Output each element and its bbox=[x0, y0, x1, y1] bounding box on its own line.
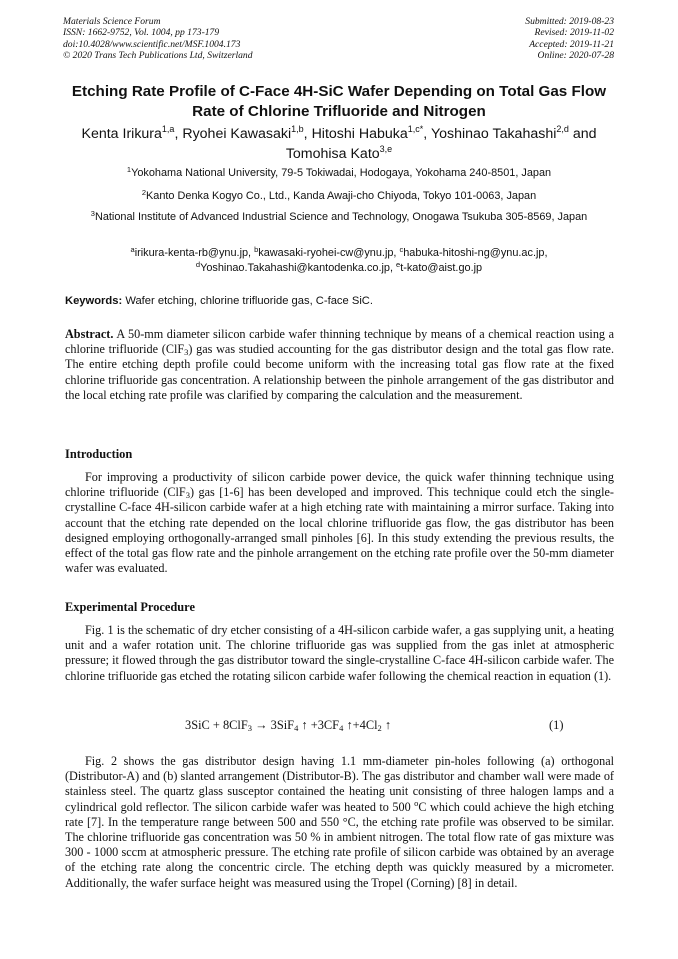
abstract-label: Abstract. bbox=[65, 327, 114, 341]
affiliation-text: National Institute of Advanced Industrial Science and Technology, Onogawa Tsukuba 305-8569, Japan bbox=[94, 211, 588, 223]
submission-dates bbox=[525, 16, 614, 62]
introduction-body bbox=[65, 470, 614, 576]
equation-product: +3CF bbox=[310, 718, 340, 732]
abstract bbox=[65, 327, 614, 403]
author-separator: , bbox=[174, 126, 183, 142]
degree-mark: o bbox=[414, 797, 419, 808]
introduction-subscript: 3 bbox=[185, 490, 190, 501]
equation-subscript: 2 bbox=[377, 723, 382, 733]
abstract-text: ) gas was studied accounting for the gas distributor design and the total gas flow rate. The entire etching depth profile could become uniform with the increasing total gas flow rate at the fixed chlorine trifluoride gas concentration. A relationship between the pinhole arrangement of the gas distributor and the local etching rate profile was clarified by comparing the calculation and the measurement. bbox=[65, 342, 614, 402]
experimental-paragraph-2 bbox=[65, 754, 614, 891]
author-name: and Tomohisa Kato bbox=[285, 126, 597, 162]
author-affiliation-mark: 1,c* bbox=[407, 124, 424, 134]
affiliation-number: 2 bbox=[141, 188, 147, 197]
email-address[interactable]: t-kato@aist.go.jp bbox=[400, 262, 483, 274]
equation-reactants: 3SiC + 8ClF bbox=[185, 718, 248, 732]
author-affiliation-mark: 2,d bbox=[556, 124, 569, 134]
experimental-heading: Experimental Procedure bbox=[65, 600, 195, 614]
experimental-text: Fig. 1 is the schematic of dry etcher consisting of a 4H-silicon carbide wafer, a gas supplying unit, a heating unit and a wafer rotation unit. The chlorine trifluoride gas was supplied from the gas inlet at atmospheric pressure; it flowed through the gas distributor toward the single-crystalline C-face 4H-silicon carbide wafer. The chlorine trifluoride gas etched the rotating silicon carbide wafer following the chemical reaction in equation (1). bbox=[65, 623, 614, 683]
email-mark: b bbox=[254, 245, 259, 254]
author-affiliation-mark: 1,b bbox=[291, 124, 304, 134]
author-separator: , bbox=[303, 126, 312, 142]
experimental-paragraph-1 bbox=[65, 623, 614, 684]
equation-subscript: 4 bbox=[339, 723, 344, 733]
author-affiliation-mark: 3,e bbox=[379, 144, 393, 154]
email-address[interactable]: habuka-hitoshi-ng@ynu.ac.jp, bbox=[403, 247, 548, 259]
author-affiliation-mark: 1,a bbox=[161, 124, 175, 134]
accepted-date: Accepted: 2019-11-21 bbox=[529, 38, 614, 50]
email-address[interactable]: irikura-kenta-rb@ynu.jp, bbox=[134, 247, 255, 259]
author-name: Yoshinao Takahashi bbox=[430, 126, 557, 142]
author-list bbox=[55, 124, 623, 164]
gas-up-arrow-icon: ↑ bbox=[384, 718, 392, 732]
email-mark: c bbox=[399, 245, 404, 254]
author-emails bbox=[58, 246, 620, 276]
online-date: Online: 2020-07-28 bbox=[537, 50, 614, 62]
equation-number: (1) bbox=[549, 718, 564, 732]
equation-subscript: 4 bbox=[294, 723, 299, 733]
email-address[interactable]: kawasaki-ryohei-cw@ynu.jp, bbox=[258, 247, 400, 259]
affiliation-text: Yokohama National University, 79-5 Tokiwadai, Hodogaya, Yokohama 240-8501, Japan bbox=[131, 167, 552, 179]
journal-info bbox=[63, 16, 253, 62]
email-mark: d bbox=[195, 260, 201, 269]
reaction-arrow-icon: → bbox=[255, 718, 268, 732]
chemical-equation bbox=[185, 718, 391, 733]
author-name: Kenta Irikura bbox=[81, 126, 162, 142]
equation-product: +4Cl bbox=[352, 718, 378, 732]
equation-subscript: 3 bbox=[247, 723, 253, 733]
email-mark: a bbox=[130, 245, 135, 254]
gas-up-arrow-icon: ↑ bbox=[346, 718, 353, 732]
submitted-date: Submitted: 2019-08-23 bbox=[525, 16, 614, 27]
experimental-text: C which could achieve the high etching rate [7]. In the temperature range between 500 and 550 °C, the etching rate profile was observed to be similar. The chlorine trifluoride gas concentration was 50 % in ambient nitrogen. The total flow rate of gas mixture was 300 - 1000 sccm at atmospheric pressure. The etching rate profile of silicon carbide was obtained by an average of the etching rate along the concentric circle. The etching depth was quickly measured by a micrometer. Additionally, the wafer surface height was measured using the Tropel (Corning) [8] in detail. bbox=[65, 799, 614, 890]
introduction-text: ) gas [1-6] has been developed and improved. This technique could etch the single-crystalline C-face 4H-silicon carbide wafer at a high etching rate with maintaining a mirror surface. Taking into account that the etching rate depended on the local chlorine trifluoride gas flow, the gas distributor has been designed employing orthogonally-arranged small pinholes [6]. In this study extending the previous results, the effect of the total gas flow rate and the pinhole arrangement on the etching rate profile over the 50-mm diameter wafer was evaluated. bbox=[65, 485, 614, 576]
author-separator: , bbox=[423, 126, 431, 142]
gas-up-arrow-icon: ↑ bbox=[301, 718, 308, 732]
equation-product: 3SiF bbox=[270, 718, 295, 732]
abstract-text: A 50-mm diameter silicon carbide wafer thinning technique by means of a chemical reaction using a chlorine trifluoride (ClF bbox=[65, 327, 614, 357]
author-name: Hitoshi Habuka bbox=[311, 126, 408, 142]
issn-line: ISSN: 1662-9752, Vol. 1004, pp 173-179 bbox=[63, 27, 220, 39]
affiliation-1 bbox=[58, 166, 620, 181]
affiliation-text: Kanto Denka Kogyo Co., Ltd., Kanda Awaji-cho Chiyoda, Tokyo 101-0063, Japan bbox=[146, 190, 537, 202]
journal-name: Materials Science Forum bbox=[63, 16, 161, 27]
affiliation-3 bbox=[58, 210, 620, 225]
affiliation-2 bbox=[58, 189, 620, 204]
email-mark: e bbox=[396, 260, 401, 269]
author-name: Ryohei Kawasaki bbox=[182, 126, 292, 142]
copyright-line: © 2020 Trans Tech Publications Ltd, Switzerland bbox=[63, 50, 253, 62]
experimental-text: Fig. 2 shows the gas distributor design having 1.1 mm-diameter pin-holes following (a) orthogonal (Distributor-A) and (b) slanted arrangement (Distributor-B). The gas distributor and chamber wall were made of stainless steel. The quartz glass susceptor contained the heating unit consisting of three halogen lamps and a cylindrical gold reflector. The silicon carbide wafer was heated to 500 bbox=[65, 754, 614, 814]
keywords-label: Keywords: bbox=[65, 295, 123, 307]
introduction-heading: Introduction bbox=[65, 447, 133, 461]
keywords-text: Wafer etching, chlorine trifluoride gas, C-face SiC. bbox=[125, 295, 373, 307]
affiliation-number: 3 bbox=[90, 209, 95, 218]
revised-date: Revised: 2019-11-02 bbox=[534, 27, 614, 39]
affiliation-number: 1 bbox=[126, 165, 132, 174]
email-address[interactable]: Yoshinao.Takahashi@kantodenka.co.jp, bbox=[200, 262, 397, 274]
paper-title: Etching Rate Profile of C-Face 4H-SiC Wafer Depending on Total Gas Flow Rate of Chlorine Trifluoride and Nitrogen bbox=[71, 83, 607, 120]
keywords bbox=[65, 294, 615, 308]
introduction-text: For improving a productivity of silicon carbide power device, the quick wafer thinning technique using chlorine trifluoride (ClF bbox=[65, 470, 614, 500]
doi-line: doi:10.4028/www.scientific.net/MSF.1004.173 bbox=[63, 38, 241, 50]
abstract-subscript: 3 bbox=[184, 347, 189, 358]
